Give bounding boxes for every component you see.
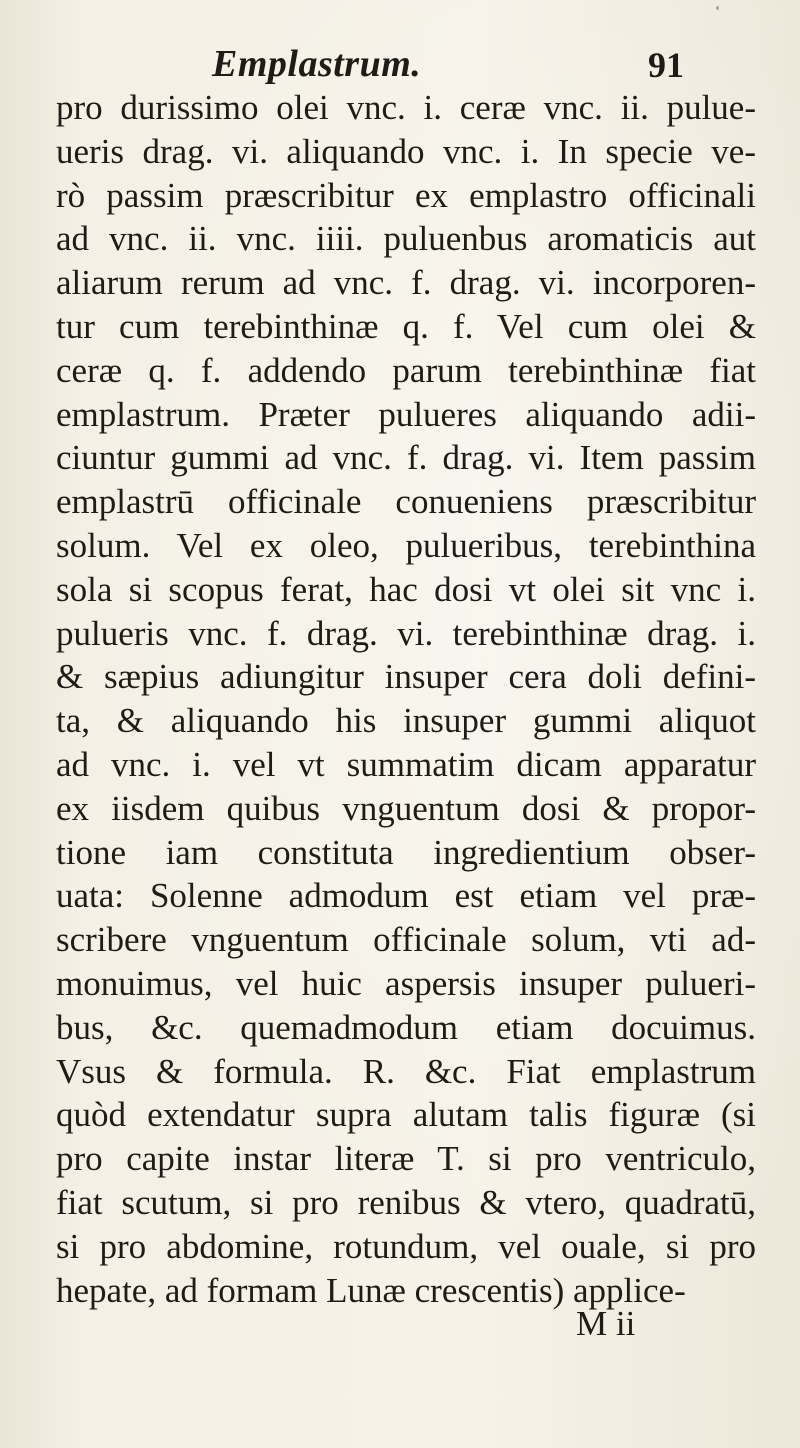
page-header <box>0 42 800 86</box>
text-line: tione iam constituta ingredientium obser- <box>56 832 756 872</box>
text-line: emplastrum. Præter pulueres aliquando adii- <box>56 394 756 434</box>
text-line: ueris drag. vi. aliquando vnc. i. In specie ve- <box>56 131 756 171</box>
page-number: 91 <box>648 45 684 85</box>
text-line: solum. Vel ex oleo, pulueribus, terebinthina <box>56 525 756 565</box>
ink-speck <box>716 6 719 10</box>
text-line: monuimus, vel huic aspersis insuper pulueri- <box>56 963 756 1003</box>
text-line: aliarum rerum ad vnc. f. drag. vi. incorporen- <box>56 263 756 303</box>
text-line: quòd extendatur supra alutam talis figuræ (si <box>56 1095 756 1135</box>
text-line: tur cum terebinthinæ q. f. Vel cum olei & <box>56 306 756 346</box>
text-line: pulueris vnc. f. drag. vi. terebinthinæ drag. i. <box>56 613 756 653</box>
running-head: Emplastrum. <box>212 43 422 85</box>
text-line: ad vnc. i. vel vt summatim dicam apparatur <box>56 744 756 784</box>
text-line: Vsus & formula. R. &c. Fiat emplastrum <box>56 1051 756 1091</box>
text-line: bus, &c. quemadmodum etiam docuimus. <box>56 1007 756 1047</box>
text-line: ciuntur gummi ad vnc. f. drag. vi. Item passim <box>56 438 756 478</box>
text-line: ceræ q. f. addendo parum terebinthinæ fiat <box>56 350 756 390</box>
text-line: ex iisdem quibus vnguentum dosi & propor- <box>56 788 756 828</box>
signature-mark: M ii <box>576 1304 636 1343</box>
text-line: si pro abdomine, rotundum, vel ouale, si pro <box>56 1226 756 1266</box>
text-line: ad vnc. ii. vnc. iiii. puluenbus aromaticis aut <box>56 219 756 259</box>
text-line: ta, & aliquando his insuper gummi aliquot <box>56 701 756 741</box>
text-line: & sæpius adiungitur insuper cera doli defini- <box>56 657 756 697</box>
text-line: sola si scopus ferat, hac dosi vt olei sit vnc i. <box>56 569 756 609</box>
text-line: hepate, ad formam Lunæ crescentis) applice- <box>56 1270 686 1310</box>
text-line: pro capite instar literæ T. si pro ventriculo, <box>56 1139 756 1179</box>
text-line: rò passim præscribitur ex emplastro officinali <box>56 175 756 215</box>
text-line: pro durissimo olei vnc. i. ceræ vnc. ii. pulue- <box>56 88 756 127</box>
text-line: fiat scutum, si pro renibus & vtero, quadratū, <box>56 1182 756 1222</box>
text-line: scribere vnguentum officinale solum, vti ad- <box>56 920 756 960</box>
text-line: emplastrū officinale conueniens præscribitur <box>56 482 756 522</box>
text-line: uata: Solenne admodum est etiam vel præ- <box>56 876 756 916</box>
body-text <box>56 86 756 1312</box>
